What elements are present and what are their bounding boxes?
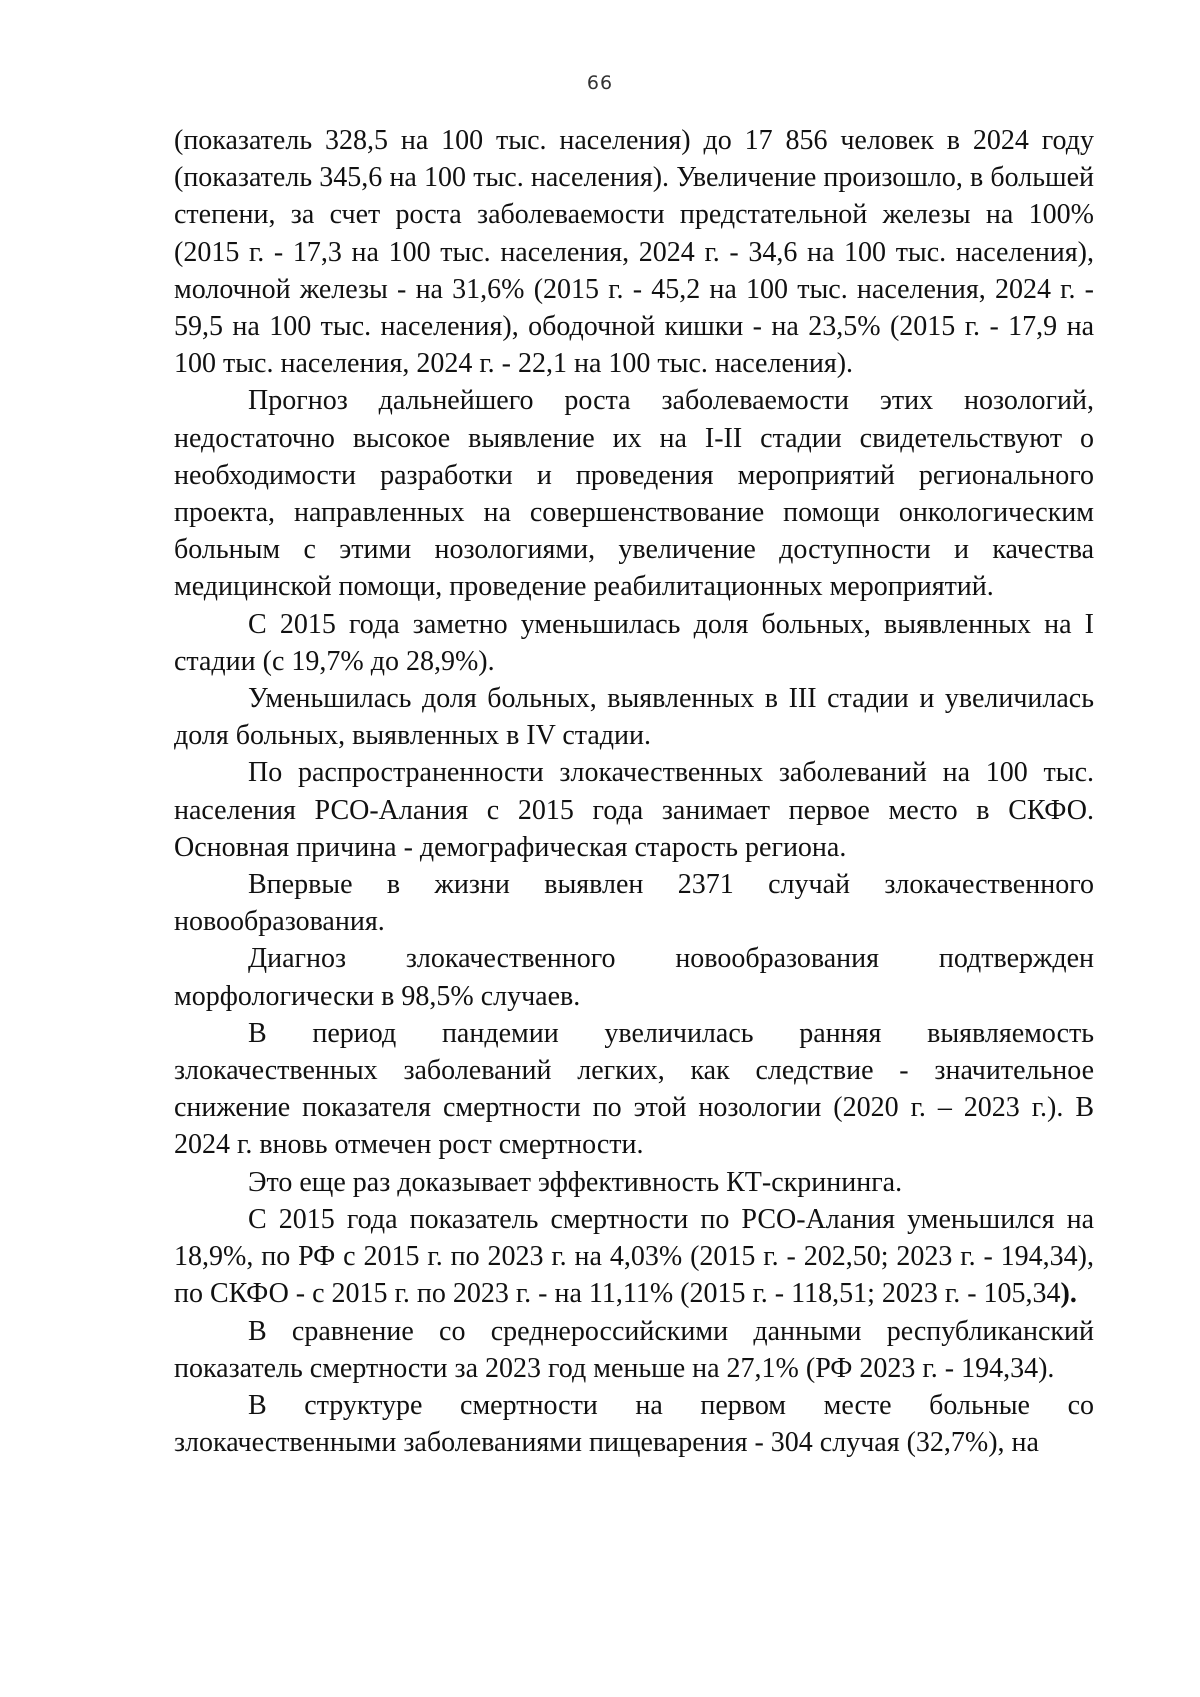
paragraph-10-text: С 2015 года показатель смертности по РСО-Алания уменьшился на 18,9%, по РФ с 2015 г. по 2023 г. на 4,03% (2015 г. - 202,50; 2023 г. - 194,34), по СКФО - с 2015 г. по 2023 г. - на 11,11% (2015 г. - 118,51; 2023 г. - 105,34 <box>174 1203 1094 1310</box>
paragraph-2: Прогноз дальнейшего роста заболеваемости этих нозологий, недостаточно высокое выявление их на I-II стадии свидетельствуют о необходимости разработки и проведения мероприятий регионального проекта, направленных на совершенствование помощи онкологическим больным с этими нозологиями, увеличение доступности и качества медицинской помощи, проведение реабилитационных мероприятий. <box>174 385 1094 603</box>
paragraph-12: В структуре смертности на первом месте больные со злокачественными заболеваниями пищеварения - 304 случая (32,7%), на <box>174 1389 1094 1459</box>
paragraph-3: С 2015 года заметно уменьшилась доля больных, выявленных на I стадии (с 19,7% до 28,9%). <box>174 608 1094 677</box>
paragraph-5: По распространенности злокачественных заболеваний на 100 тыс. населения РСО-Алания с 2015 года занимает первое место в СКФО. Основная причина - демографическая старость региона. <box>174 757 1094 863</box>
paragraph-10-tail: ). <box>1060 1278 1077 1310</box>
paragraph-1: (показатель 328,5 на 100 тыс. населения) до 17 856 человек в 2024 году (показатель 345,6 на 100 тыс. населения). Увеличение произошло, в большей степени, за счет роста заболеваемости предстательной железы на 100% (2015 г. - 17,3 на 100 тыс. населения, 2024 г. - 34,6 на 100 тыс. населения), молочной железы - на 31,6% (2015 г. - 45,2 на 100 тыс. населения, 2024 г. - 59,5 на 100 тыс. населения), ободочной кишки - на 23,5% (2015 г. - 17,9 на 100 тыс. населения, 2024 г. - 22,1 на 100 тыс. населения). <box>174 125 1094 380</box>
paragraph-10 <box>174 1201 1094 1313</box>
paragraph-4: Уменьшилась доля больных, выявленных в III стадии и увеличилась доля больных, выявленных в IV стадии. <box>174 683 1094 752</box>
paragraph-11: В сравнение со среднероссийскими данными республиканский показатель смертности за 2023 год меньше на 27,1% (РФ 2023 г. - 194,34). <box>174 1315 1094 1384</box>
page-number: 66 <box>586 72 614 94</box>
document-body <box>174 122 1094 1461</box>
paragraph-6: Впервые в жизни выявлен 2371 случай злокачественного новообразования. <box>174 869 1094 938</box>
paragraph-7: Диагноз злокачественного новообразования подтвержден морфологически в 98,5% случаев. <box>174 943 1094 1012</box>
paragraph-8: В период пандемии увеличилась ранняя выявляемость злокачественных заболеваний легких, как следствие - значительное снижение показателя смертности по этой нозологии (2020 г. – 2023 г.). В 2024 г. вновь отмечен рост смертности. <box>174 1017 1094 1161</box>
paragraph-9: Это еще раз доказывает эффективность КТ-скрининга. <box>248 1166 903 1198</box>
